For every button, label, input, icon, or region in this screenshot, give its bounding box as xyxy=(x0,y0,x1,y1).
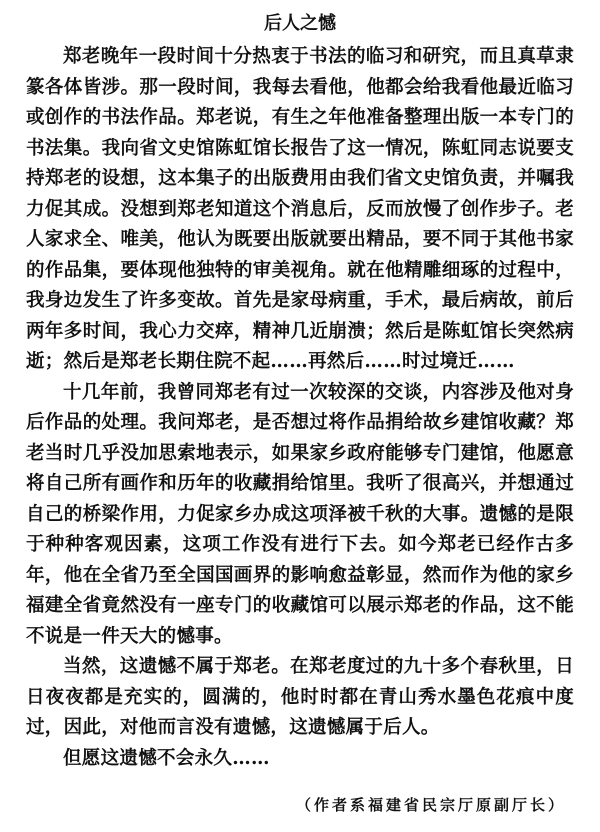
article-paragraph-4: 但愿这遗憾不会永久…… xyxy=(63,747,270,769)
article-paragraph-3: 当然，这遗憾不属于郑老。在郑老度过的九十多个春秋里，日日夜夜都是充实的，圆满的，他时时都在青山秀水墨色花痕中度过，因此，对他而言没有遗憾，这遗憾属于后人。 xyxy=(26,656,574,738)
author-byline: （作者系福建省民宗厅原副厅长） xyxy=(295,796,566,814)
article-paragraph-2: 十几年前，我曾同郑老有过一次较深的交谈，内容涉及他对身后作品的处理。我问郑老，是否想过将作品捐给故乡建馆收藏？郑老当时几乎没加思索地表示，如果家乡政府能够专门建馆，他愿意将自己所有画作和历年的收藏捐给馆里。我听了很高兴，并想通过自己的桥梁作用，力促家乡办成这项泽被千秋的大事。遗憾的是限于种种客观因素，这项工作没有进行下去。如今郑老已经作古多年，他在全省乃至全国国画界的影响愈益彰显，然而作为他的家乡福建全省竟然没有一座专门的收藏馆可以展示郑老的作品，这不能不说是一件天大的憾事。 xyxy=(26,381,574,647)
article-title: 后人之憾 xyxy=(264,13,336,34)
article-paragraph-1: 郑老晚年一段时间十分热衷于书法的临习和研究，而且真草隶篆各体皆涉。那一段时间，我每去看他，他都会给我看他最近临习或创作的书法作品。郑老说，有生之年他准备整理出版一本专门的书法集。我向省文史馆陈虹馆长报告了这一情况，陈虹同志说要支持郑老的设想，这本集子的出版费用由我们省文史馆负责，并嘱我力促其成。没想到郑老知道这个消息后，反而放慢了创作步子。老人家求全、唯美，他认为既要出版就要出精品，要不同于其他书家的作品集，要体现他独特的审美视角。就在他精雕细琢的过程中，我身边发生了许多变故。首先是家母病重，手术，最后病故，前后两年多时间，我心力交瘁，精神几近崩溃；然后是陈虹馆长突然病逝；然后是郑老长期住院不起……再然后……时过境迁…… xyxy=(26,46,574,372)
